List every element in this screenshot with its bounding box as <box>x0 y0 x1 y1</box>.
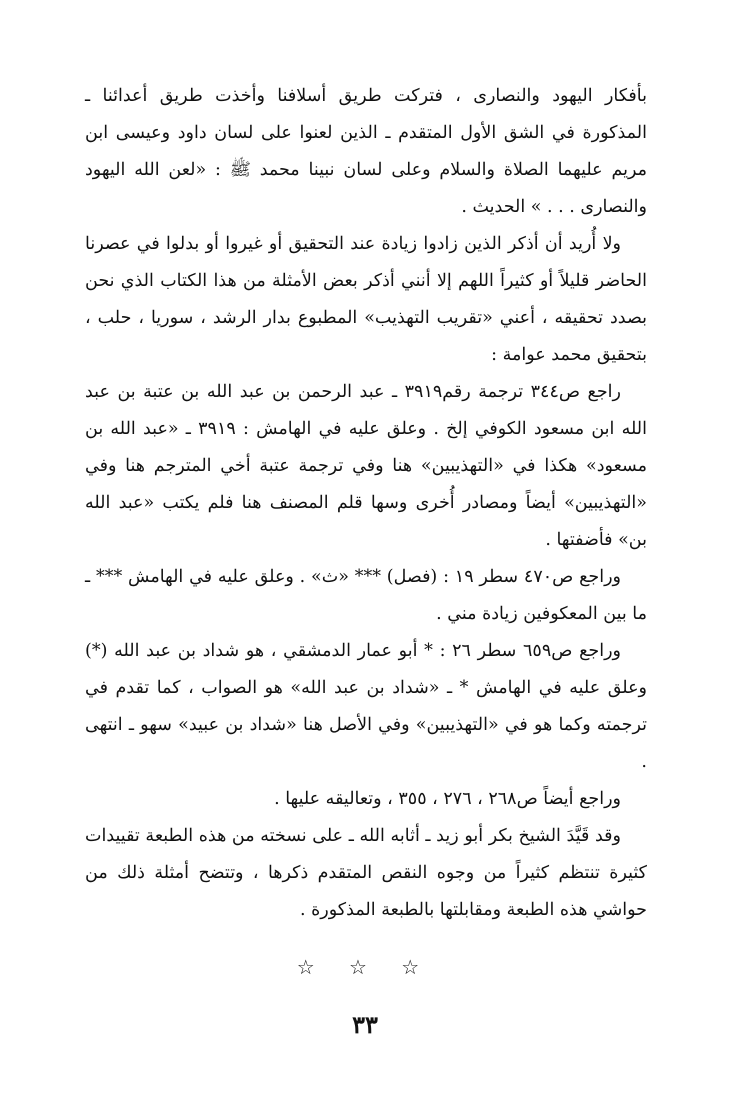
paragraph-4: وراجع ص٤٧٠ سطر ١٩ : (فصل) *** «ث» . وعلق عليه في الهامش *** ـ ما بين المعكوفين زيادة مني . <box>85 567 647 624</box>
section-separator-stars: ☆ ☆ ☆ <box>296 955 434 979</box>
paragraph-2: ولا أُريد أن أذكر الذين زادوا زيادة عند التحقيق أو غيروا أو بدلوا في عصرنا الحاضر قليلاً أو كثيراً اللهم إلا أنني أذكر بعض الأمثلة من هذا الكتاب الذي نحن بصدد تحقيقه ، أعني «تقريب التهذيب» المطبوع بدار الرشد ، سوريا ، حلب ، بتحقيق محمد عوامة : <box>85 234 647 365</box>
paragraph-3: راجع ص٣٤٤ ترجمة رقم٣٩١٩ ـ عبد الرحمن بن عبد الله بن عتبة بن عبد الله ابن مسعود الكوفي إلخ . وعلق عليه في الهامش : ٣٩١٩ ـ «عبد الله بن مسعود» هكذا في «التهذيبين» هنا وفي ترجمة عتبة أخي المترجم هنا وفي «التهذيبين» أيضاً ومصادر أُخرى وسها قلم المصنف هنا فلم يكتب «عبد الله بن» فأضفتها . <box>85 382 647 550</box>
page-body <box>85 78 647 929</box>
paragraph-6: وراجع أيضاً ص٢٦٨ ، ٢٧٦ ، ٣٥٥ ، وتعاليقه عليها . <box>274 789 621 809</box>
paragraph-7: وقد قَيَّدَ الشيخ بكر أبو زيد ـ أثابه الله ـ على نسخته من هذه الطبعة تقييدات كثيرة تنتظم كثيراً من وجوه النقص المتقدم ذكرها ، وتتضح أمثلة ذلك من حواشي هذه الطبعة ومقابلتها بالطبعة المذكورة . <box>85 826 647 920</box>
paragraph-5: وراجع ص٦٥٩ سطر ٢٦ : * أبو عمار الدمشقي ، هو شداد بن عبد الله (*) وعلق عليه في الهامش * ـ «شداد بن عبد الله» هو الصواب ، كما تقدم في ترجمته وكما هو في «التهذيبين» وفي الأصل هنا «شداد بن عبيد» سهو ـ انتهى . <box>85 641 647 772</box>
paragraph-1: بأفكار اليهود والنصارى ، فتركت طريق أسلافنا وأخذت طريق أعدائنا ـ المذكورة في الشق الأول المتقدم ـ الذين لعنوا على لسان داود وعيسى ابن مريم عليهما الصلاة والسلام وعلى لسان نبينا محمد ﷺ : «لعن الله اليهود والنصارى . . . » الحديث . <box>85 86 647 217</box>
page-number: ٣٣ <box>352 1010 378 1039</box>
